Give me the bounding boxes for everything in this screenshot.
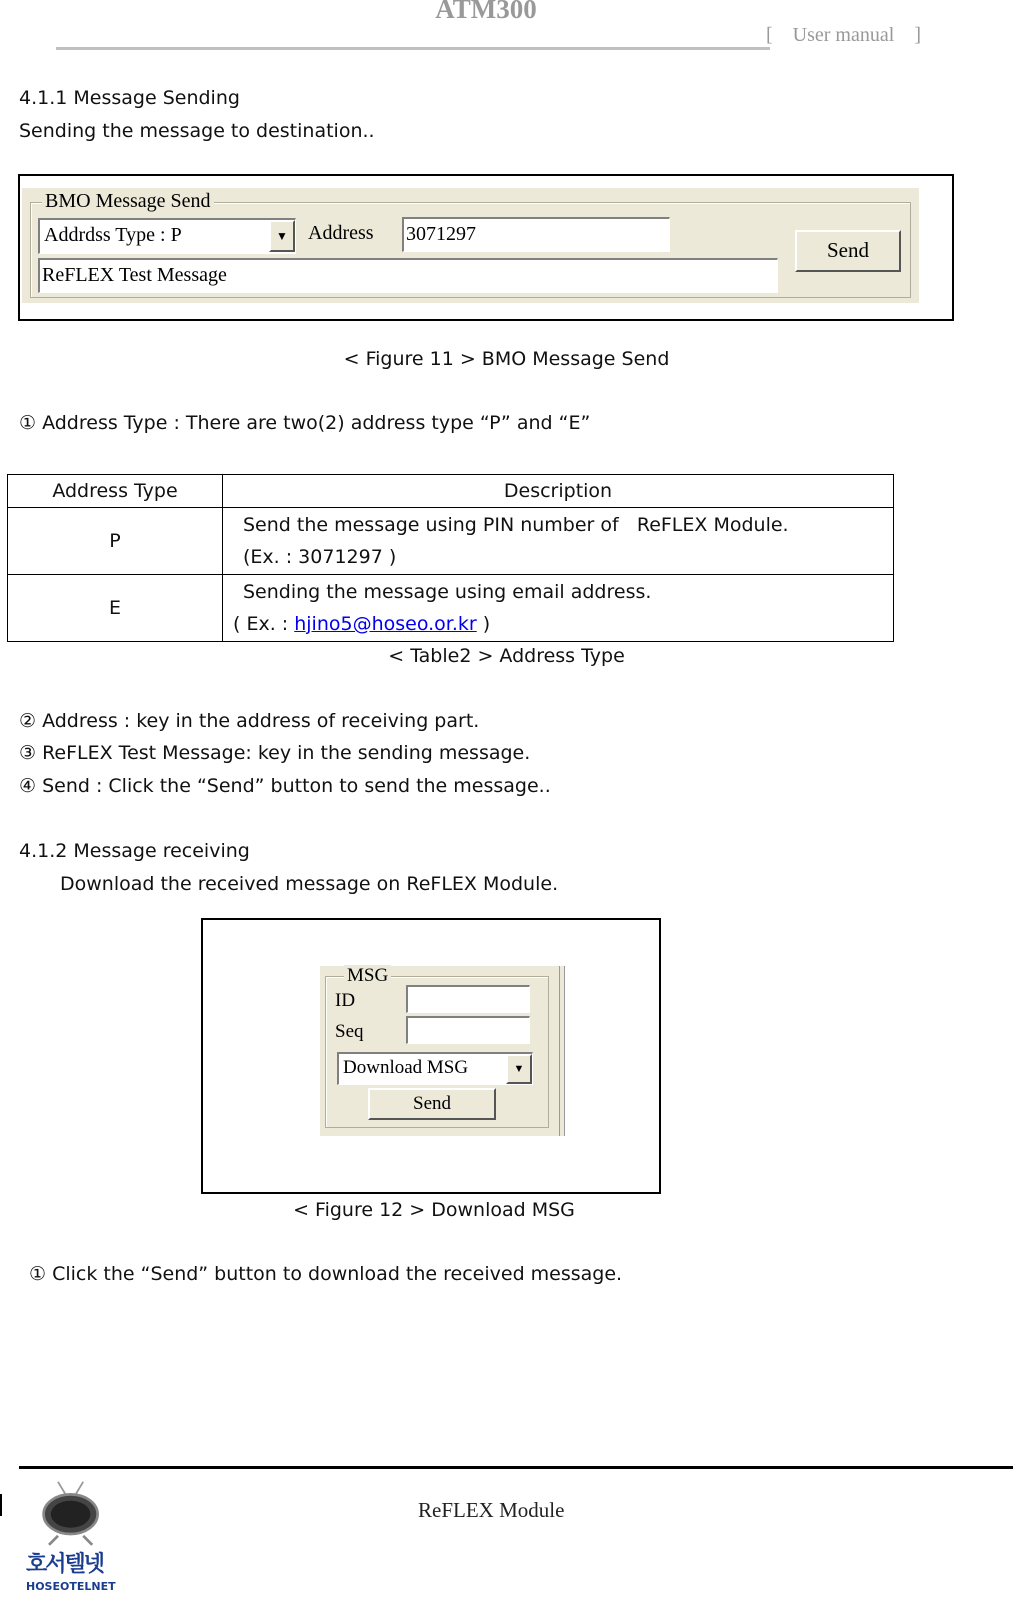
type-cell: E bbox=[8, 575, 223, 642]
footer-title: ReFLEX Module bbox=[418, 1498, 565, 1522]
text: ) bbox=[476, 613, 491, 635]
header-subtitle bbox=[766, 24, 921, 47]
seq-label: Seq bbox=[335, 1021, 364, 1042]
message-value: ReFLEX Test Message bbox=[42, 264, 227, 286]
address-input[interactable] bbox=[402, 217, 670, 252]
bracket: [ bbox=[766, 24, 773, 46]
note-item: ② Address : key in the address of receiving part. bbox=[19, 710, 480, 732]
section-intro: Sending the message to destination.. bbox=[19, 120, 375, 142]
tv-icon bbox=[26, 1480, 126, 1552]
dropdown-value: Download MSG bbox=[343, 1057, 469, 1078]
send-button[interactable]: Send bbox=[368, 1088, 496, 1120]
table-row bbox=[8, 575, 894, 642]
header-title: ATM300 bbox=[435, 0, 537, 24]
id-label: ID bbox=[335, 990, 356, 1011]
note-address-type: ① Address Type : There are two(2) address type “P” and “E” bbox=[19, 412, 591, 434]
address-type-table bbox=[7, 474, 894, 642]
description-line: Send the message using PIN number of ReFLEX Module. bbox=[243, 514, 789, 536]
table-header-row bbox=[8, 475, 894, 508]
description-line bbox=[233, 608, 892, 640]
description-line: Sending the message using email address. bbox=[243, 581, 652, 603]
section-heading: 4.1.1 Message Sending bbox=[19, 87, 240, 109]
note-item: ① Click the “Send” button to download the received message. bbox=[29, 1263, 623, 1285]
address-value: 3071297 bbox=[406, 223, 476, 245]
address-type-dropdown[interactable] bbox=[38, 218, 296, 254]
figure-caption: < Figure 11 > BMO Message Send bbox=[343, 348, 670, 370]
section-intro: Download the received message on ReFLEX Module. bbox=[60, 873, 559, 895]
bmo-message-send-panel bbox=[22, 188, 919, 303]
description-cell bbox=[223, 575, 894, 642]
figure-caption: < Figure 12 > Download MSG bbox=[293, 1199, 575, 1221]
subtitle-text: User manual bbox=[792, 24, 895, 46]
group-label: MSG bbox=[344, 965, 391, 987]
dropdown-value: Addrdss Type : P bbox=[44, 224, 182, 246]
seq-input[interactable] bbox=[406, 1016, 530, 1044]
description-line: (Ex. : 3071297 ) bbox=[243, 546, 397, 568]
header-cell: Address Type bbox=[8, 475, 223, 508]
figure-11-frame bbox=[18, 174, 954, 321]
id-input[interactable] bbox=[406, 985, 530, 1013]
chevron-down-icon[interactable]: ▼ bbox=[269, 220, 295, 252]
description-cell bbox=[223, 508, 894, 575]
footer-rule bbox=[19, 1466, 1013, 1469]
logo-korean-text: 호서텔넷 bbox=[26, 1552, 104, 1577]
figure-12-frame bbox=[201, 918, 661, 1194]
section-heading: 4.1.2 Message receiving bbox=[19, 840, 250, 862]
msg-panel bbox=[320, 966, 565, 1136]
hoseotelnet-logo bbox=[26, 1480, 136, 1593]
panel-divider bbox=[559, 966, 565, 1136]
chevron-down-icon[interactable]: ▼ bbox=[506, 1054, 532, 1084]
type-cell: P bbox=[8, 508, 223, 575]
header-rule bbox=[56, 47, 770, 50]
note-item: ③ ReFLEX Test Message: key in the sending message. bbox=[19, 742, 531, 764]
logo-english-text: HOSEOTELNET bbox=[26, 1580, 116, 1593]
message-input[interactable] bbox=[38, 258, 778, 293]
bracket: ] bbox=[914, 24, 921, 46]
note-item: ④ Send : Click the “Send” button to send the message.. bbox=[19, 775, 551, 797]
send-button[interactable]: Send bbox=[795, 230, 901, 272]
email-link[interactable]: hjino5@hoseo.or.kr bbox=[294, 613, 477, 635]
table-caption: < Table2 > Address Type bbox=[388, 645, 625, 667]
header-cell: Description bbox=[223, 475, 894, 508]
address-label: Address bbox=[308, 222, 374, 244]
download-dropdown[interactable] bbox=[337, 1052, 533, 1085]
text: ( Ex. : bbox=[233, 613, 295, 635]
group-label: BMO Message Send bbox=[42, 190, 214, 213]
table-row bbox=[8, 508, 894, 575]
margin-mark bbox=[0, 1494, 2, 1516]
